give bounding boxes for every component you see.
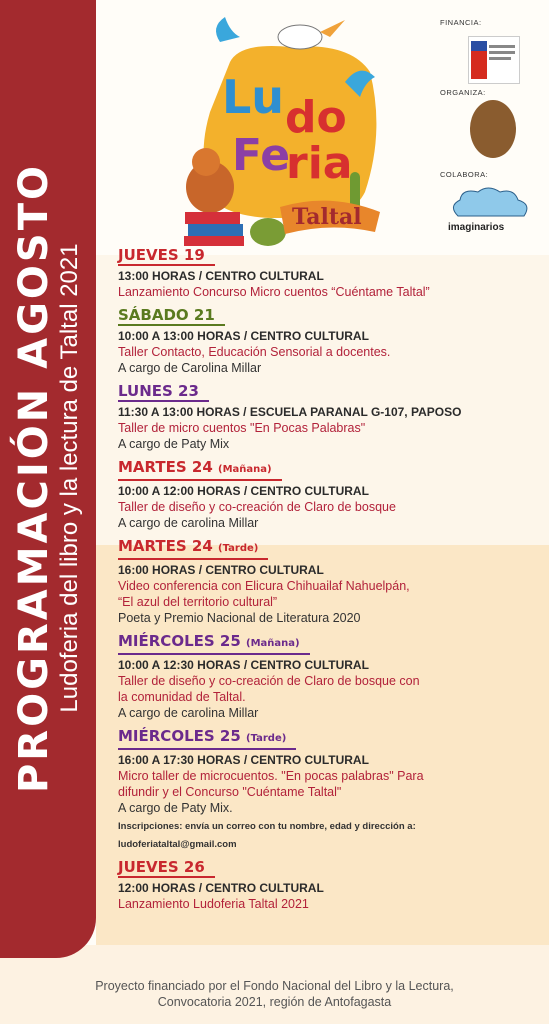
books-icon bbox=[185, 212, 240, 224]
event-host: A cargo de Paty Mix. bbox=[118, 801, 233, 815]
event-item bbox=[118, 246, 538, 300]
event-time-location: 11:30 A 13:00 HORAS / ESCUELA PARANAL G-107, PAPOSO bbox=[118, 405, 462, 419]
event-item bbox=[118, 727, 538, 852]
ludoferia-logo bbox=[170, 12, 400, 250]
vertical-title bbox=[12, 163, 84, 793]
colabora-label: COLABORA: bbox=[440, 170, 489, 179]
event-time-location: 13:00 HORAS / CENTRO CULTURAL bbox=[118, 269, 324, 283]
logo-word-ria: ria bbox=[286, 138, 353, 189]
event-host: A cargo de carolina Millar bbox=[118, 516, 259, 530]
organiza-label: ORGANIZA: bbox=[440, 88, 486, 97]
imaginarios-logo bbox=[448, 186, 538, 236]
financia-label: FINANCIA: bbox=[440, 18, 482, 27]
event-day-period: (Tarde) bbox=[218, 543, 259, 554]
event-host: A cargo de Carolina Millar bbox=[118, 361, 262, 375]
event-day-label: SÁBADO 21 bbox=[118, 306, 215, 324]
cloud-icon bbox=[448, 186, 538, 222]
event-day bbox=[118, 458, 282, 481]
event-day-label: MARTES 24 bbox=[118, 537, 213, 555]
event-description: difundir y el Concurso "Cuéntame Taltal" bbox=[118, 785, 342, 799]
event-item bbox=[118, 306, 538, 376]
event-item bbox=[118, 632, 538, 721]
event-time-location: 16:00 HORAS / CENTRO CULTURAL bbox=[118, 563, 324, 577]
event-description: Lanzamiento Concurso Micro cuentos “Cuéntame Taltal” bbox=[118, 285, 430, 299]
event-item bbox=[118, 537, 538, 626]
event-host: A cargo de carolina Millar bbox=[118, 706, 259, 720]
event-description: Lanzamiento Ludoferia Taltal 2021 bbox=[118, 897, 309, 911]
event-description: la comunidad de Taltal. bbox=[118, 690, 246, 704]
event-description: “El azul del territorio cultural” bbox=[118, 595, 278, 609]
footer-line-1: Proyecto financiado por el Fondo Nacional del Libro y la Lectura, bbox=[95, 979, 454, 993]
event-description: Taller de diseño y co-creación de Claro de bosque con bbox=[118, 674, 420, 688]
event-host: A cargo de Paty Mix bbox=[118, 437, 230, 451]
sidebar-banner bbox=[0, 0, 96, 958]
event-day-label: MIÉRCOLES 25 bbox=[118, 727, 241, 745]
event-day bbox=[118, 537, 268, 560]
event-day-period: (Tarde) bbox=[246, 733, 287, 744]
municipal-seal-icon bbox=[470, 100, 516, 158]
event-host: Poeta y Premio Nacional de Literatura 2020 bbox=[118, 611, 361, 625]
footer-line-2: Convocatoria 2021, región de Antofagasta bbox=[157, 995, 392, 1009]
pelican-icon bbox=[278, 25, 322, 49]
event-day bbox=[118, 306, 225, 326]
logo-place: Taltal bbox=[292, 204, 362, 230]
event-day-period: (Mañana) bbox=[246, 638, 300, 649]
event-item bbox=[118, 858, 538, 912]
event-item bbox=[118, 382, 538, 452]
event-day-label: LUNES 23 bbox=[118, 382, 199, 400]
event-description: Taller Contacto, Educación Sensorial a docentes. bbox=[118, 345, 391, 359]
event-item bbox=[118, 458, 538, 531]
chile-flag-icon bbox=[469, 37, 519, 83]
event-time-location: 16:00 A 17:30 HORAS / CENTRO CULTURAL bbox=[118, 753, 369, 767]
event-day-period: (Mañana) bbox=[218, 464, 272, 475]
event-day bbox=[118, 632, 310, 655]
poster-title: PROGRAMACIÓN AGOSTO bbox=[11, 162, 57, 794]
event-description: Taller de diseño y co-creación de Claro de bosque bbox=[118, 500, 396, 514]
event-day bbox=[118, 246, 215, 266]
event-description: Video conferencia con Elicura Chihuailaf Nahuelpán, bbox=[118, 579, 410, 593]
logo-word-fe: Fe bbox=[232, 130, 291, 181]
event-day bbox=[118, 727, 296, 750]
event-day bbox=[118, 382, 209, 402]
event-day-label: JUEVES 26 bbox=[118, 858, 205, 876]
ministry-logo bbox=[468, 36, 520, 84]
poster-subtitle: Ludoferia del libro y la lectura de Taltal 2021 bbox=[56, 243, 83, 713]
event-day bbox=[118, 858, 215, 878]
event-description: Micro taller de microcuentos. "En pocas palabras" Para bbox=[118, 769, 424, 783]
event-day-label: JUEVES 19 bbox=[118, 246, 205, 264]
contact-email[interactable]: ludoferiataltal@gmail.com bbox=[118, 839, 237, 850]
event-day-label: MIÉRCOLES 25 bbox=[118, 632, 241, 650]
events-list bbox=[118, 246, 538, 918]
event-day-label: MARTES 24 bbox=[118, 458, 213, 476]
footer bbox=[0, 978, 549, 1010]
logo-word-lu: Lu bbox=[222, 70, 285, 124]
logo-word-do: do bbox=[285, 92, 347, 143]
event-time-location: 10:00 A 13:00 HORAS / CENTRO CULTURAL bbox=[118, 329, 369, 343]
registration-note: Inscripciones: envía un correo con tu nombre, edad y dirección a: bbox=[118, 821, 416, 832]
cactus-icon bbox=[250, 218, 286, 246]
event-time-location: 10:00 A 12:30 HORAS / CENTRO CULTURAL bbox=[118, 658, 369, 672]
event-description: Taller de micro cuentos "En Pocas Palabras" bbox=[118, 421, 366, 435]
event-time-location: 10:00 A 12:00 HORAS / CENTRO CULTURAL bbox=[118, 484, 369, 498]
event-time-location: 12:00 HORAS / CENTRO CULTURAL bbox=[118, 881, 324, 895]
imaginarios-text: imaginarios bbox=[448, 222, 505, 233]
